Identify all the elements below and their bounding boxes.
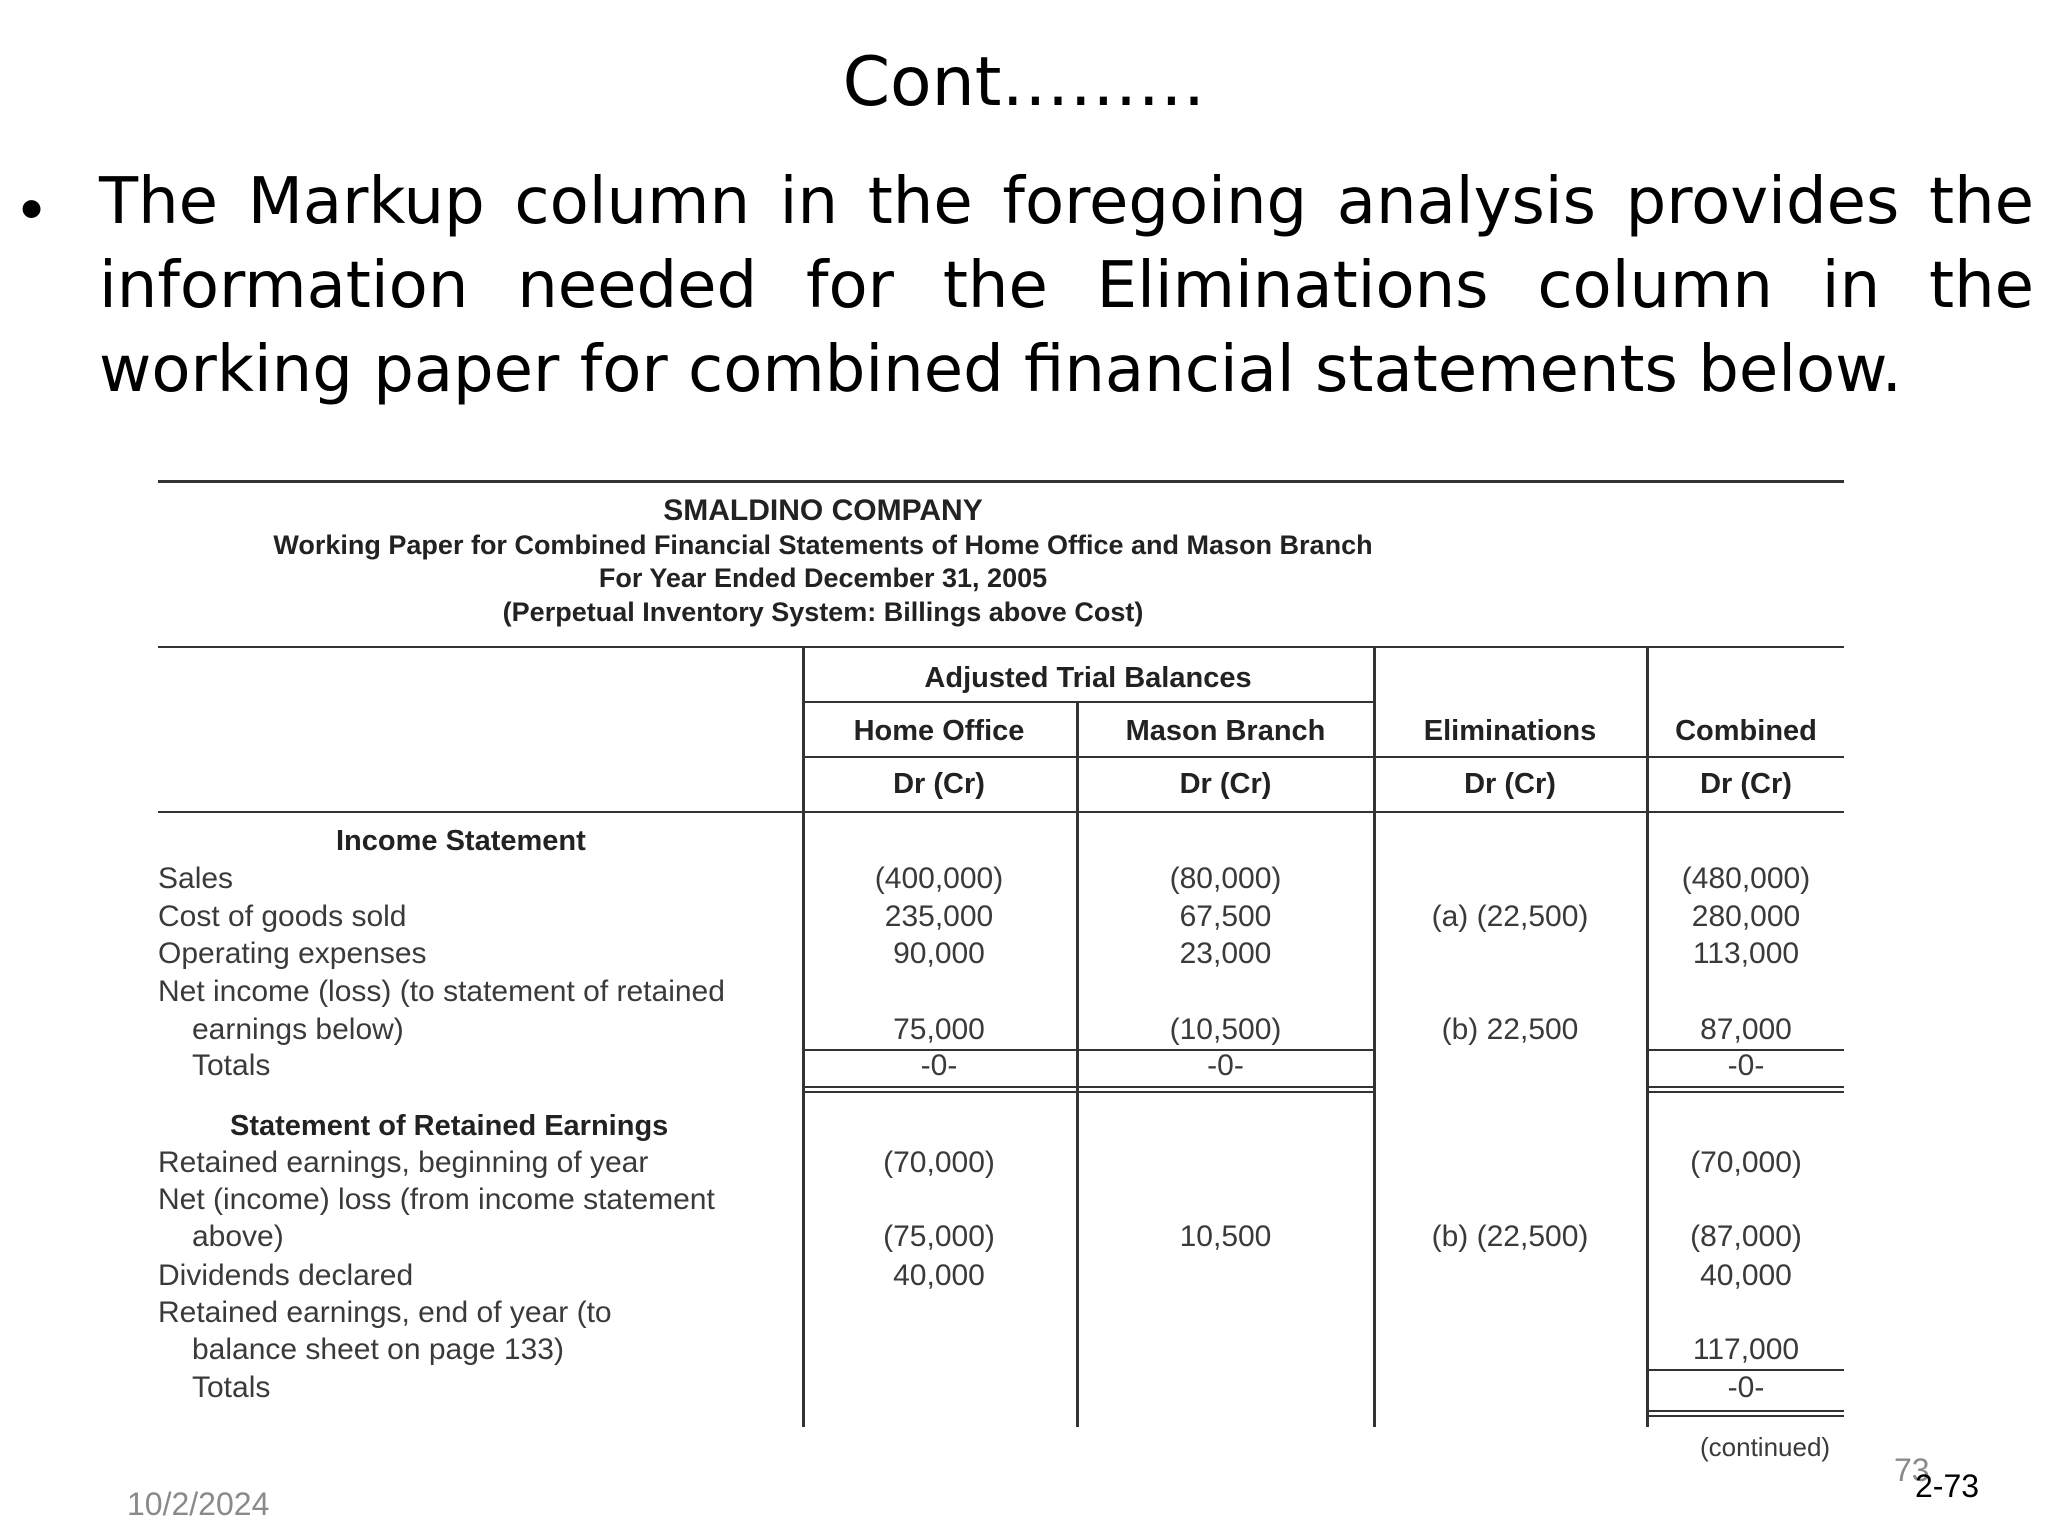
combined-value: 117,000 [1692, 1333, 1800, 1366]
branch-value: 10,500 [1179, 1220, 1272, 1253]
row-label: Cost of goods sold [158, 900, 407, 933]
table-subtitle-3: (Perpetual Inventory System: Billings above Cost) [502, 597, 1144, 627]
slide-number: 2-73 [1915, 1468, 1980, 1504]
bullet-marker: • [20, 171, 44, 245]
eliminations-header: Eliminations [1423, 715, 1597, 747]
heading-bottom-rule [158, 646, 1844, 648]
totals-double-rule-d [1648, 1091, 1844, 1093]
header-mid-rule [803, 756, 1844, 758]
row-label: earnings below) [192, 1013, 404, 1046]
home-value: 40,000 [893, 1259, 985, 1292]
branch-value: (80,000) [1169, 862, 1282, 895]
elim-drcr-header: Dr (Cr) [1464, 768, 1556, 800]
row-label: balance sheet on page 133) [192, 1333, 564, 1366]
home-office-header: Home Office [853, 715, 1025, 747]
slide-title: Cont……… [842, 43, 1206, 122]
row-label: Net (income) loss (from income statement [158, 1183, 715, 1216]
home-drcr-header: Dr (Cr) [893, 768, 985, 800]
retained-earnings-heading: Statement of Retained Earnings [230, 1110, 669, 1142]
row-label: Totals [192, 1049, 271, 1082]
table-subtitle-1: Working Paper for Combined Financial Statements of Home Office and Mason Branch [273, 530, 1373, 560]
home-value: -0- [920, 1049, 958, 1082]
elim-value: (b) (22,500) [1431, 1220, 1589, 1253]
income-statement-heading: Income Statement [336, 825, 586, 857]
re-totals-double-rule-b [1648, 1415, 1844, 1417]
branch-drcr-header: Dr (Cr) [1179, 768, 1272, 800]
table-top-rule [158, 480, 1844, 483]
home-value: (400,000) [874, 862, 1004, 895]
row-label: Dividends declared [158, 1259, 414, 1292]
combined-value: 87,000 [1700, 1013, 1792, 1046]
row-label: Operating expenses [158, 937, 427, 970]
combined-value: -0- [1727, 1371, 1765, 1404]
combined-value: (87,000) [1690, 1220, 1802, 1253]
combined-value: 40,000 [1700, 1259, 1792, 1292]
home-value: 235,000 [884, 900, 994, 933]
footer-date: 10/2/2024 [127, 1486, 270, 1522]
row-label: Totals [192, 1371, 271, 1404]
branch-value: (10,500) [1169, 1013, 1282, 1046]
footer-page: 73 [1894, 1452, 1930, 1488]
combined-header: Combined [1675, 715, 1817, 747]
company-name: SMALDINO COMPANY [663, 494, 983, 527]
adjusted-trial-balances-header: Adjusted Trial Balances [924, 662, 1252, 694]
totals-double-rule-a [803, 1086, 1373, 1088]
combined-value: 113,000 [1692, 937, 1800, 970]
home-value: (70,000) [883, 1146, 995, 1179]
row-label: Sales [158, 862, 234, 895]
row-label: above) [192, 1220, 284, 1253]
combined-drcr-header: Dr (Cr) [1700, 768, 1792, 800]
header-bottom-rule [158, 811, 1844, 813]
totals-double-rule-b [803, 1091, 1373, 1093]
re-totals-double-rule-a [1648, 1410, 1844, 1412]
row-label: Net income (loss) (to statement of retained [158, 975, 725, 1008]
continued-note: (continued) [1700, 1432, 1831, 1462]
row-label: Retained earnings, end of year (to [158, 1296, 612, 1329]
combined-value: (480,000) [1681, 862, 1811, 895]
home-value: 90,000 [893, 937, 985, 970]
combined-value: -0- [1727, 1049, 1765, 1082]
branch-value: 23,000 [1179, 937, 1272, 970]
row-label: Retained earnings, beginning of year [158, 1146, 649, 1179]
combined-value: 280,000 [1691, 900, 1801, 933]
branch-value: 67,500 [1179, 900, 1272, 933]
home-value: (75,000) [883, 1220, 995, 1253]
home-value: 75,000 [893, 1013, 985, 1046]
table-subtitle-2: For Year Ended December 31, 2005 [598, 563, 1048, 593]
working-paper-table [158, 478, 1844, 1470]
bullet-text: The Markup column in the foregoing analysis provides the information needed for the Eliminations column in the working paper for combined financial statements below. [99, 165, 2034, 407]
elim-value: (b) 22,500 [1441, 1013, 1579, 1046]
totals-double-rule-c [1648, 1086, 1844, 1088]
mason-branch-header: Mason Branch [1125, 715, 1326, 747]
group-header-rule [803, 701, 1373, 703]
elim-value: (a) (22,500) [1431, 900, 1589, 933]
combined-value: (70,000) [1690, 1146, 1802, 1179]
branch-value: -0- [1207, 1049, 1244, 1082]
